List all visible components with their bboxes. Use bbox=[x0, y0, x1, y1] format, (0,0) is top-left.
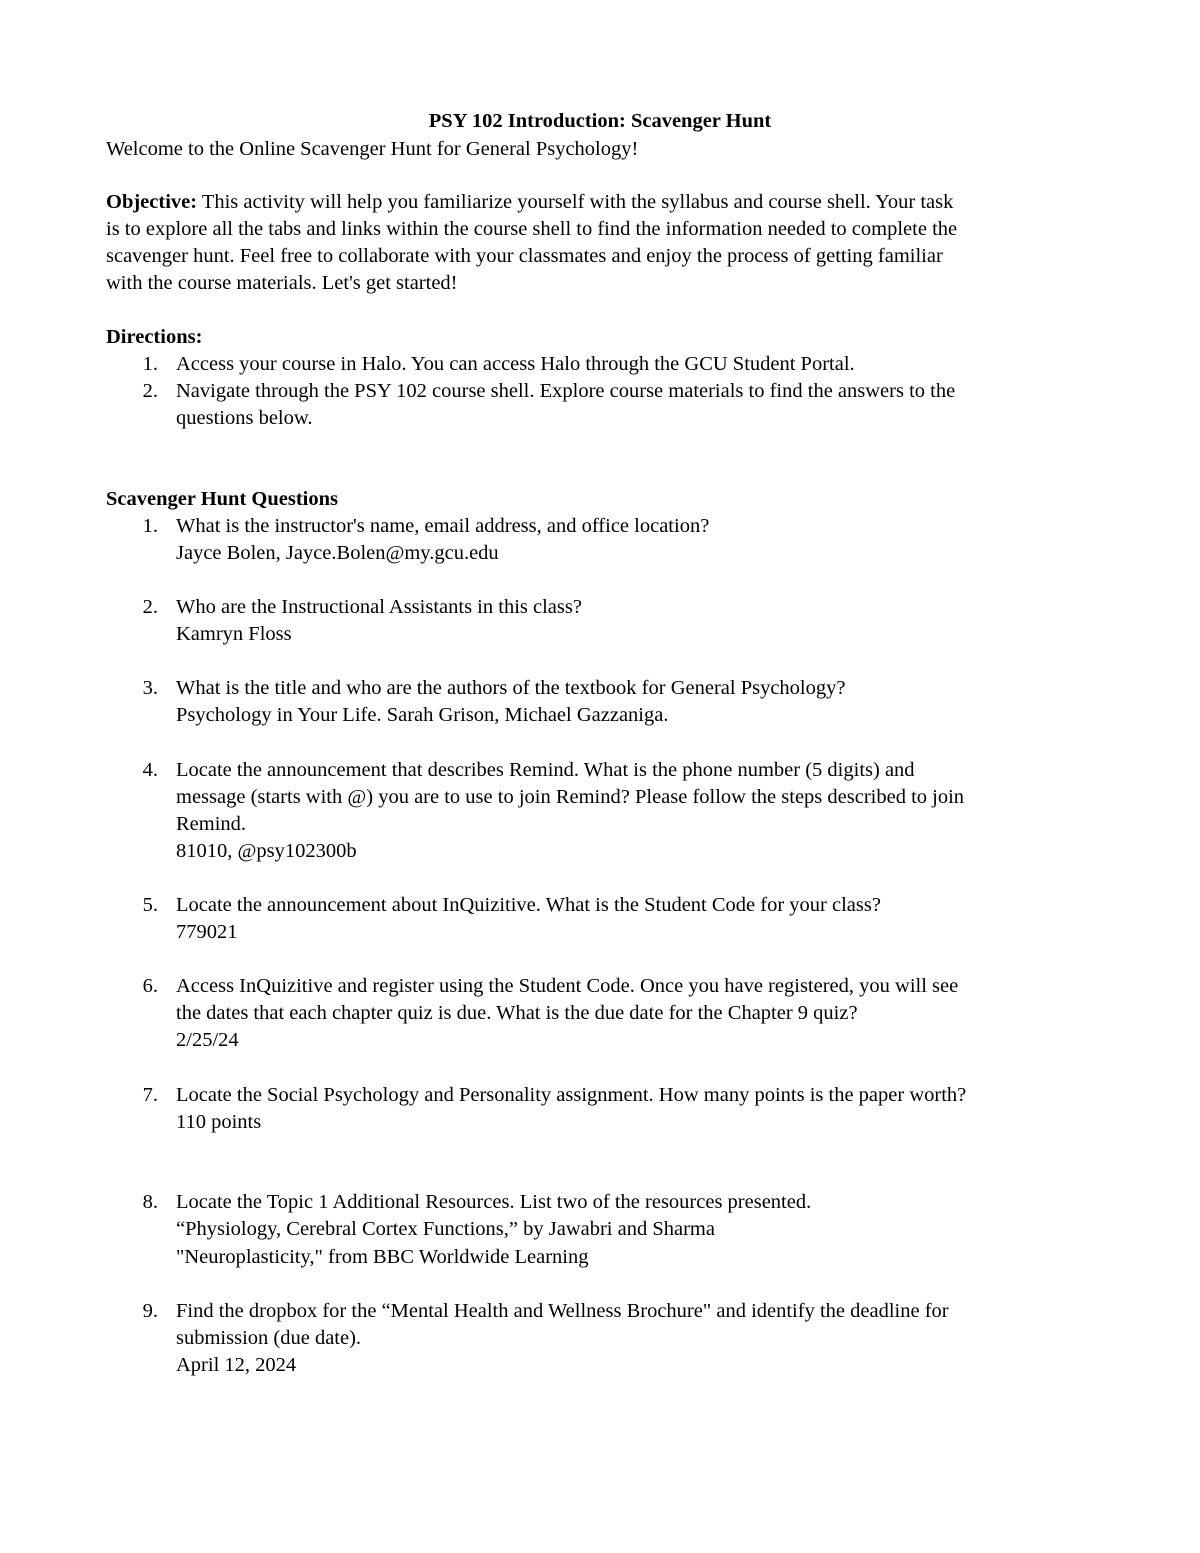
list-number: 4. bbox=[142, 759, 158, 781]
answer-text: 110 points bbox=[176, 1111, 262, 1133]
answer-text: April 12, 2024 bbox=[176, 1354, 297, 1376]
question-text: Remind. bbox=[176, 813, 247, 835]
list-number: 9. bbox=[142, 1300, 158, 1322]
list-number: 1. bbox=[142, 353, 158, 375]
objective-line-2: is to explore all the tabs and links within the course shell to find the information needed to complete the bbox=[106, 218, 958, 240]
welcome-text: Welcome to the Online Scavenger Hunt for General Psychology! bbox=[106, 138, 639, 160]
question-text: Locate the announcement about InQuizitive. What is the Student Code for your class? bbox=[176, 894, 881, 916]
answer-text: 2/25/24 bbox=[176, 1029, 239, 1051]
question-text: Find the dropbox for the “Mental Health and Wellness Brochure" and identify the deadline for bbox=[176, 1300, 949, 1322]
question-text: Locate the Topic 1 Additional Resources. List two of the resources presented. bbox=[176, 1191, 812, 1213]
answer-text: Psychology in Your Life. Sarah Grison, Michael Gazzaniga. bbox=[176, 704, 669, 726]
list-number: 5. bbox=[142, 894, 158, 916]
question-text: Access InQuizitive and register using the Student Code. Once you have registered, you will see bbox=[176, 975, 959, 997]
answer-text: "Neuroplasticity," from BBC Worldwide Learning bbox=[176, 1246, 589, 1268]
list-number: 7. bbox=[142, 1084, 158, 1106]
question-text: message (starts with @) you are to use to join Remind? Please follow the steps described to join bbox=[176, 786, 965, 808]
directions-heading: Directions: bbox=[106, 326, 203, 348]
objective-label: Objective: bbox=[106, 191, 198, 213]
question-text: submission (due date). bbox=[176, 1327, 362, 1349]
list-text: questions below. bbox=[176, 407, 313, 429]
objective-line-1 bbox=[106, 189, 953, 216]
question-text: What is the title and who are the authors of the textbook for General Psychology? bbox=[176, 677, 846, 699]
question-text: Who are the Instructional Assistants in this class? bbox=[176, 596, 582, 618]
objective-text: This activity will help you familiarize yourself with the syllabus and course shell. Your task bbox=[201, 191, 954, 213]
list-number: 2. bbox=[142, 596, 158, 618]
answer-text: 779021 bbox=[176, 921, 238, 943]
answer-text: Kamryn Floss bbox=[176, 623, 292, 645]
objective-line-3: scavenger hunt. Feel free to collaborate with your classmates and enjoy the process of getting familiar bbox=[106, 245, 943, 267]
list-number: 1. bbox=[142, 515, 158, 537]
question-text: Locate the Social Psychology and Personality assignment. How many points is the paper worth? bbox=[176, 1084, 967, 1106]
list-text: Access your course in Halo. You can access Halo through the GCU Student Portal. bbox=[176, 353, 855, 375]
question-text: Locate the announcement that describes Remind. What is the phone number (5 digits) and bbox=[176, 759, 915, 781]
list-text: Navigate through the PSY 102 course shell. Explore course materials to find the answers to the bbox=[176, 380, 956, 402]
list-number: 6. bbox=[142, 975, 158, 997]
list-number: 2. bbox=[142, 380, 158, 402]
page-title: PSY 102 Introduction: Scavenger Hunt bbox=[428, 110, 772, 132]
question-text: the dates that each chapter quiz is due. What is the due date for the Chapter 9 quiz? bbox=[176, 1002, 858, 1024]
answer-text: “Physiology, Cerebral Cortex Functions,” by Jawabri and Sharma bbox=[176, 1218, 715, 1240]
answer-text: Jayce Bolen, Jayce.Bolen@my.gcu.edu bbox=[176, 542, 499, 564]
objective-line-4: with the course materials. Let's get started! bbox=[106, 272, 458, 294]
questions-heading: Scavenger Hunt Questions bbox=[106, 488, 338, 510]
list-number: 3. bbox=[142, 677, 158, 699]
answer-text: 81010, @psy102300b bbox=[176, 840, 357, 862]
question-text: What is the instructor's name, email address, and office location? bbox=[176, 515, 710, 537]
list-number: 8. bbox=[142, 1191, 158, 1213]
